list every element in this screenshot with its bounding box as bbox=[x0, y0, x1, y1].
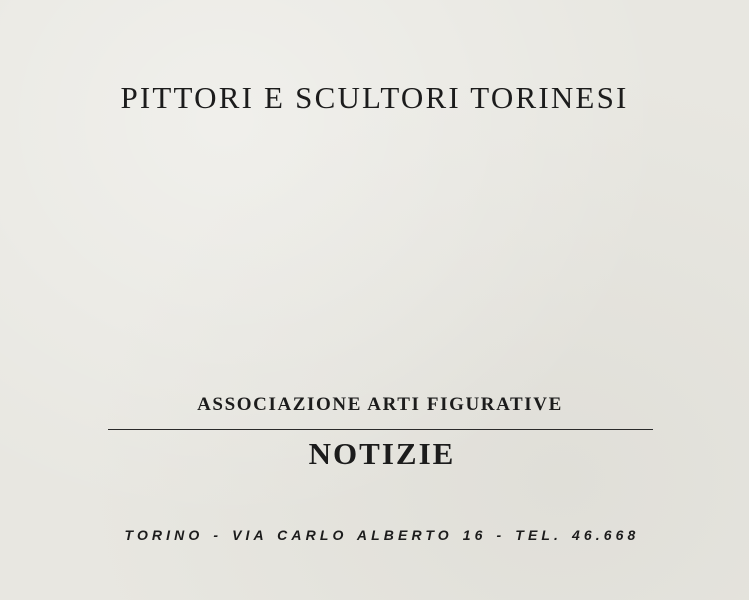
horizontal-rule bbox=[108, 429, 653, 430]
subtitle-notizie: NOTIZIE bbox=[308, 436, 456, 471]
association-name: ASSOCIAZIONE ARTI FIGURATIVE bbox=[197, 394, 563, 415]
main-title: PITTORI E SCULTORI TORINESI bbox=[120, 80, 629, 115]
address-line: TORINO - VIA CARLO ALBERTO 16 - TEL. 46.668 bbox=[124, 527, 640, 543]
